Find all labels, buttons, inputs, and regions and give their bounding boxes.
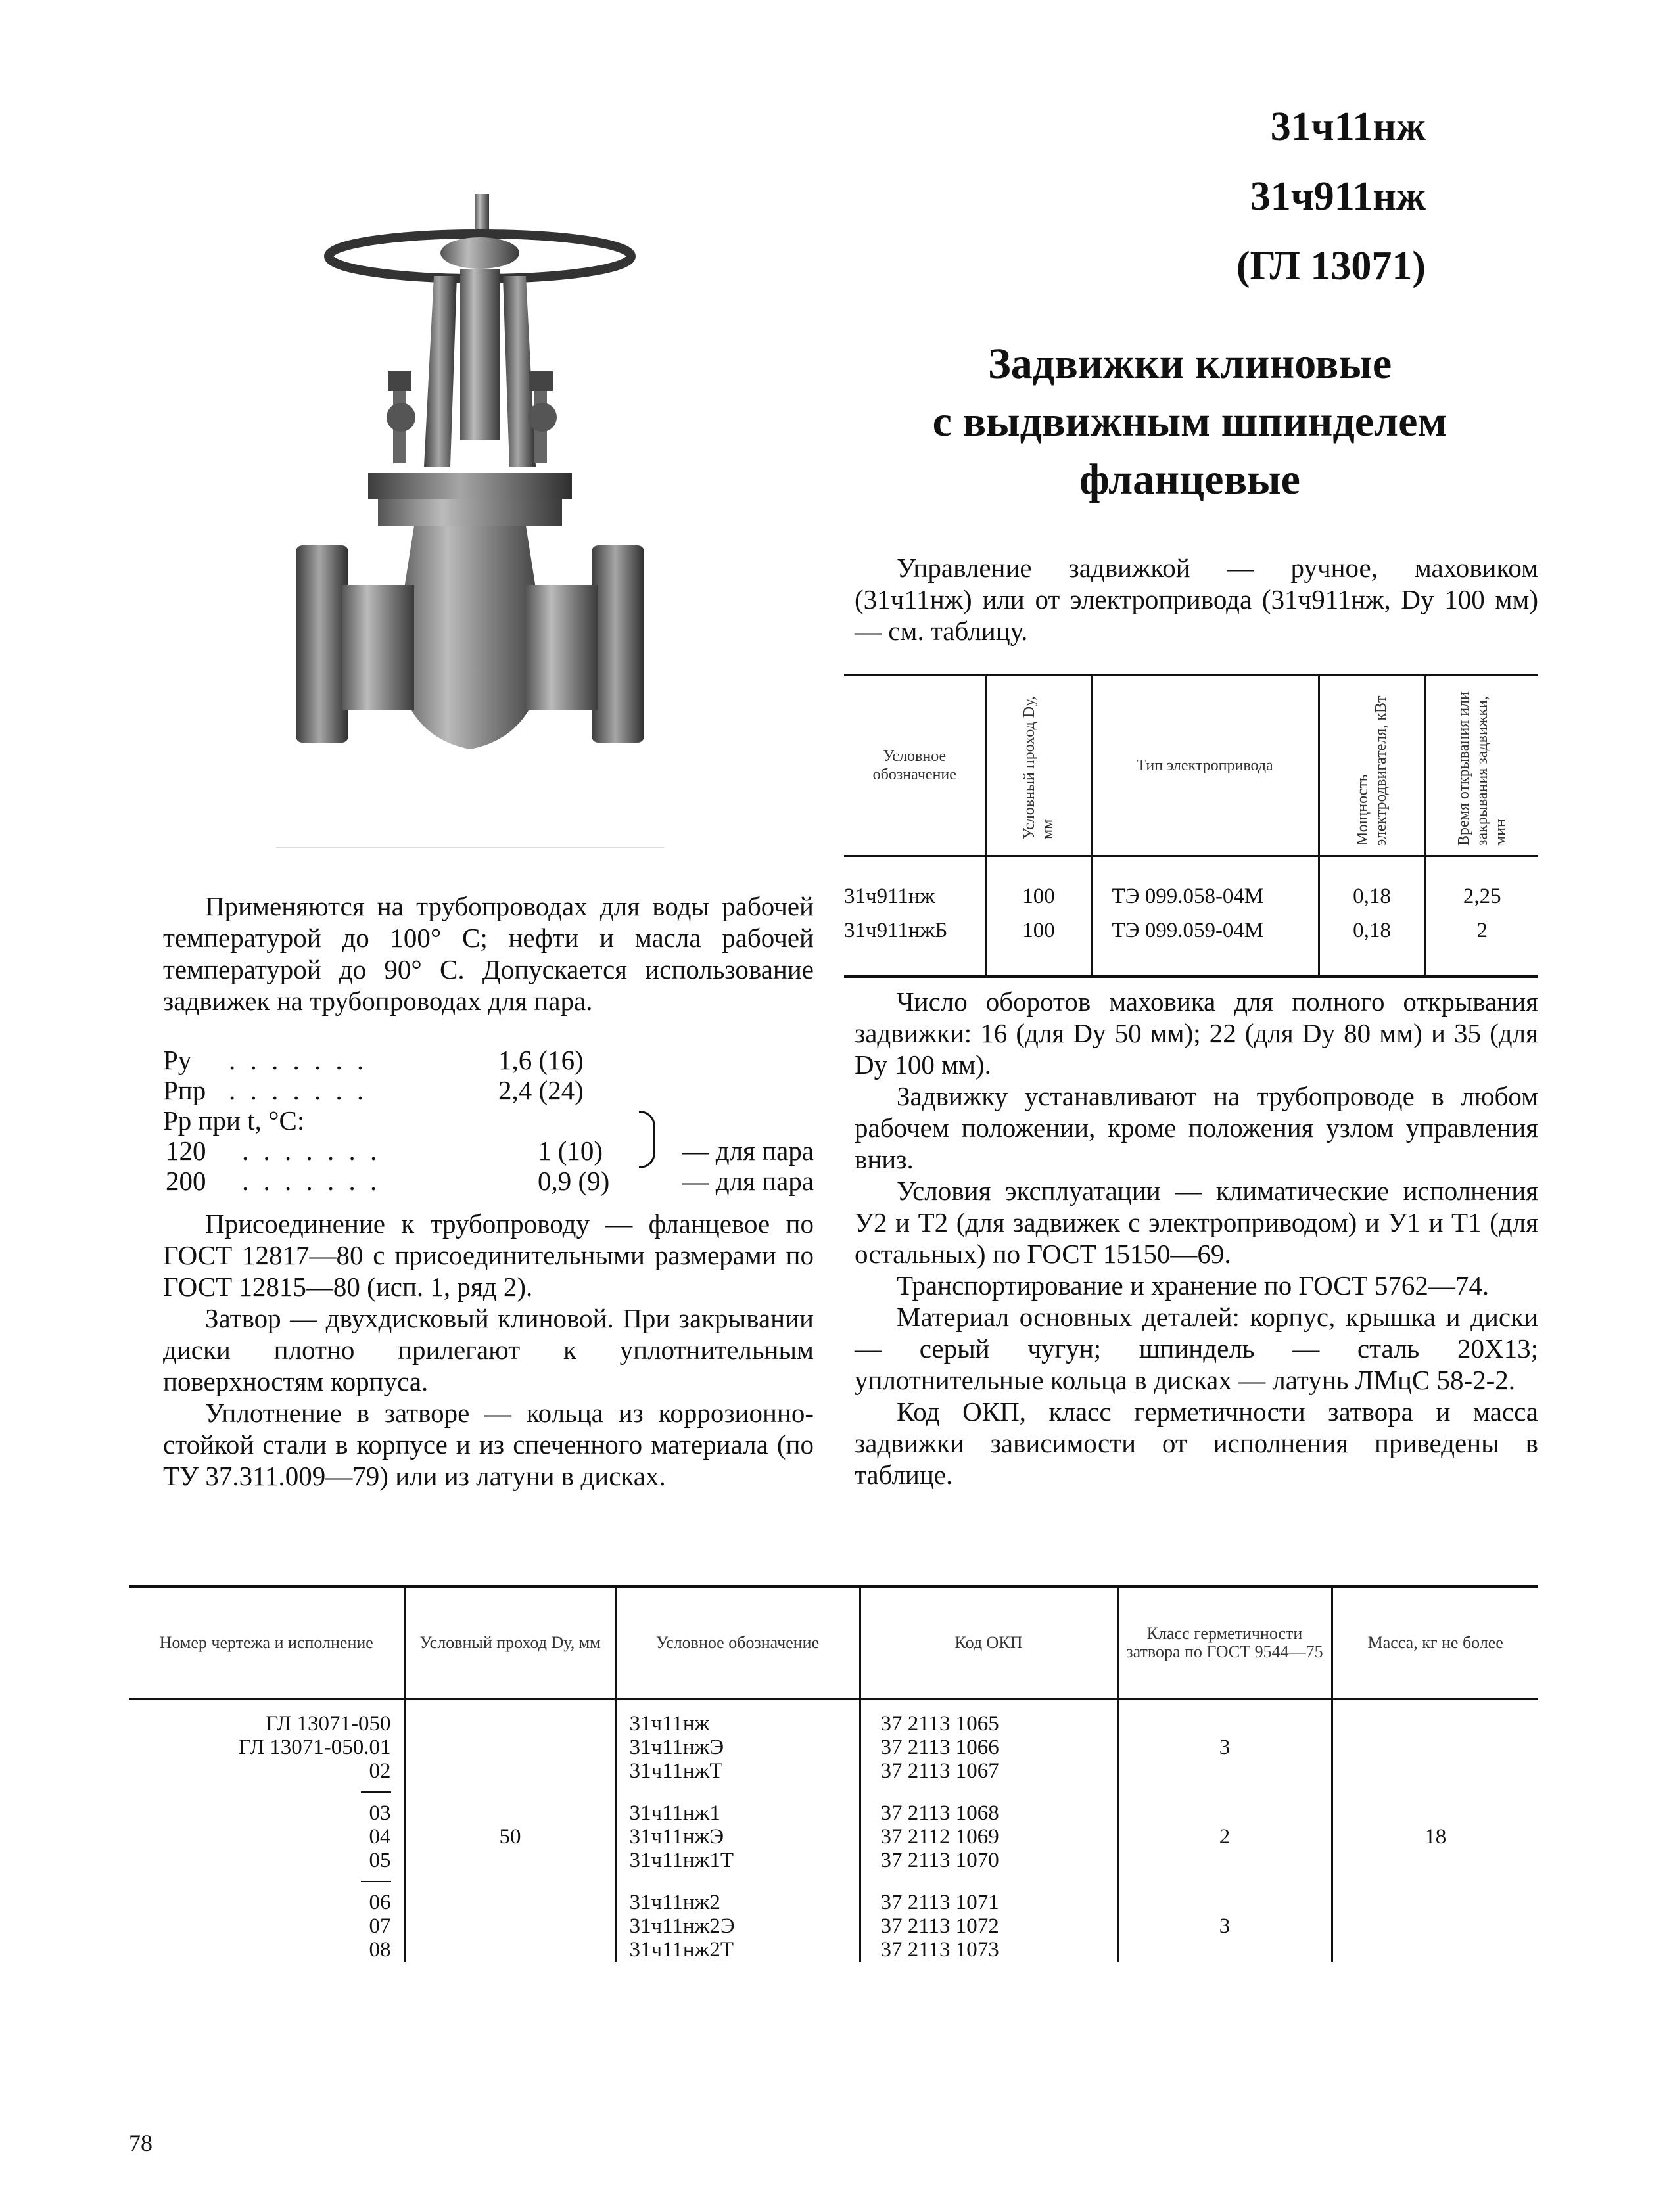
brace-icon [639,1111,655,1168]
application-paragraph: Применяются на трубопроводах для воды рабочей температурой до 100° С; нефти и масла рабочей температурой до 90° С. Допускается использование задвижек на трубопроводах для пара. [163,891,814,1016]
drive-header-dn: Условный проход Dу, мм [986,675,1091,856]
header-dn: Условный проход Dу, мм [405,1586,615,1699]
text-paragraph: Присоединение к трубопроводу — фланцевое по ГОСТ 12817—80 с присоединительными размерами по ГОСТ 12815—80 (исп. 1, ряд 2). [163,1209,814,1302]
product-code: 31ч11нж [1270,104,1426,149]
page-number: 78 [129,2130,153,2156]
text-paragraph: Задвижку устанавливают на трубопроводе в любом рабочем положении, кроме положения узлом управления вниз. [855,1081,1538,1174]
designation-column: 31ч11нж 31ч11нжЭ 31ч11нжТ 31ч11нж1 31ч11нжЭ 31ч11нж1Т 31ч11нж2 31ч11нж2Э 31ч11нж2Т [615,1699,860,1962]
text-paragraph: Число оборотов маховика для полного открывания задвижки: 16 (для Dу 50 мм); 22 (для Dу 80 мм) и 35 (для Dу 100 мм). [855,986,1538,1080]
text-paragraph: Уплотнение в затворе — кольца из коррозионно-стойкой стали в корпусе и из спеченного материала (по ТУ 37.311.009—79) или из латуни в дисках. [163,1398,814,1491]
spec-row: 120 . . . . . . . 1 (10) — для пара [166,1136,814,1166]
drive-header-designation: Условное обозначение [844,675,986,856]
text-paragraph: Затвор — двухдисковый клиновой. При закрывании диски плотно прилегают к уплотнительным поверхностям корпуса. [163,1303,814,1396]
header-designation: Условное обозначение [615,1586,860,1699]
control-text: Управление задвижкой — ручное, маховиком (31ч11нж) или от электропривода (31ч911нж, Dу 100 мм) — см. таблицу. [855,553,1538,646]
drive-header-type: Тип электропривода [1091,675,1319,856]
text-paragraph: Условия эксплуатации — климатические исполнения У2 и Т2 (для задвижек с электроприводом) и У1 и Т1 (для остальных) по ГОСТ 15150—69. [855,1176,1538,1269]
spec-row: 200 . . . . . . . 0,9 (9) — для пара [166,1166,814,1196]
text-paragraph: Код ОКП, класс герметичности затвора и масса задвижки зависимости от исполнения приведены в таблице. [855,1396,1538,1490]
text-paragraph: Материал основных деталей: корпус, крышка и диски — серый чугун; шпиндель — сталь 20Х13; уплотнительные кольца в дисках — латунь ЛМцС 58-2-2. [855,1302,1538,1395]
product-code: 31ч911нж [1250,174,1426,219]
mass-cell: 18 [1332,1699,1538,1962]
gate-valve-photo [270,191,677,861]
header-drawing: Номер чертежа и исполнение [129,1586,405,1699]
left-text [163,1208,814,1492]
okp-column: 37 2113 1065 37 2113 1066 37 2113 1067 37 2113 1068 37 2112 1069 37 2113 1070 37 2113 1071 37 2113 1072 37 2113 1073 [860,1699,1117,1962]
right-text [855,986,1538,1490]
spec-row: Pр при t, °C: [163,1105,305,1136]
header-mass: Масса, кг не более [1332,1586,1538,1699]
dn-cell: 50 [405,1699,615,1962]
class-column: 3 2 3 [1117,1699,1332,1962]
title-line: с выдвижным шпинделем [932,398,1447,446]
header-okp: Код ОКП [860,1586,1117,1699]
header-class: Класс герметичности затвора по ГОСТ 9544—75 [1117,1586,1332,1699]
spec-row: Pпр . . . . . . . 2,4 (24) [163,1075,584,1105]
product-code: (ГЛ 13071) [1236,244,1426,288]
drive-header-power: Мощность электродвигателя, кВт [1319,675,1425,856]
drawing-column: ГЛ 13071-050 ГЛ 13071-050.01 02 03 04 05 06 07 08 [129,1699,405,1962]
drive-table [844,674,1538,978]
title-line: Задвижки клиновые [987,340,1392,388]
page-title [855,335,1525,509]
table-row: 31ч911нж 100 ТЭ 099.058-04М 0,18 2,25 [844,856,1538,914]
table-row: 31ч911нжБ 100 ТЭ 099.059-04М 0,18 2 [844,913,1538,977]
product-codes [1236,92,1426,301]
main-table [129,1585,1538,1962]
drive-header-time: Время открывания или закрывания задвижки, мин [1425,675,1538,856]
control-paragraph [855,552,1538,647]
spec-row: Pу . . . . . . . 1,6 (16) [163,1045,584,1075]
text-paragraph: Транспортирование и хранение по ГОСТ 5762—74. [897,1270,1490,1301]
pressure-specs [163,1045,814,1196]
table-row [129,1699,1538,1962]
title-line: фланцевые [1079,455,1300,503]
